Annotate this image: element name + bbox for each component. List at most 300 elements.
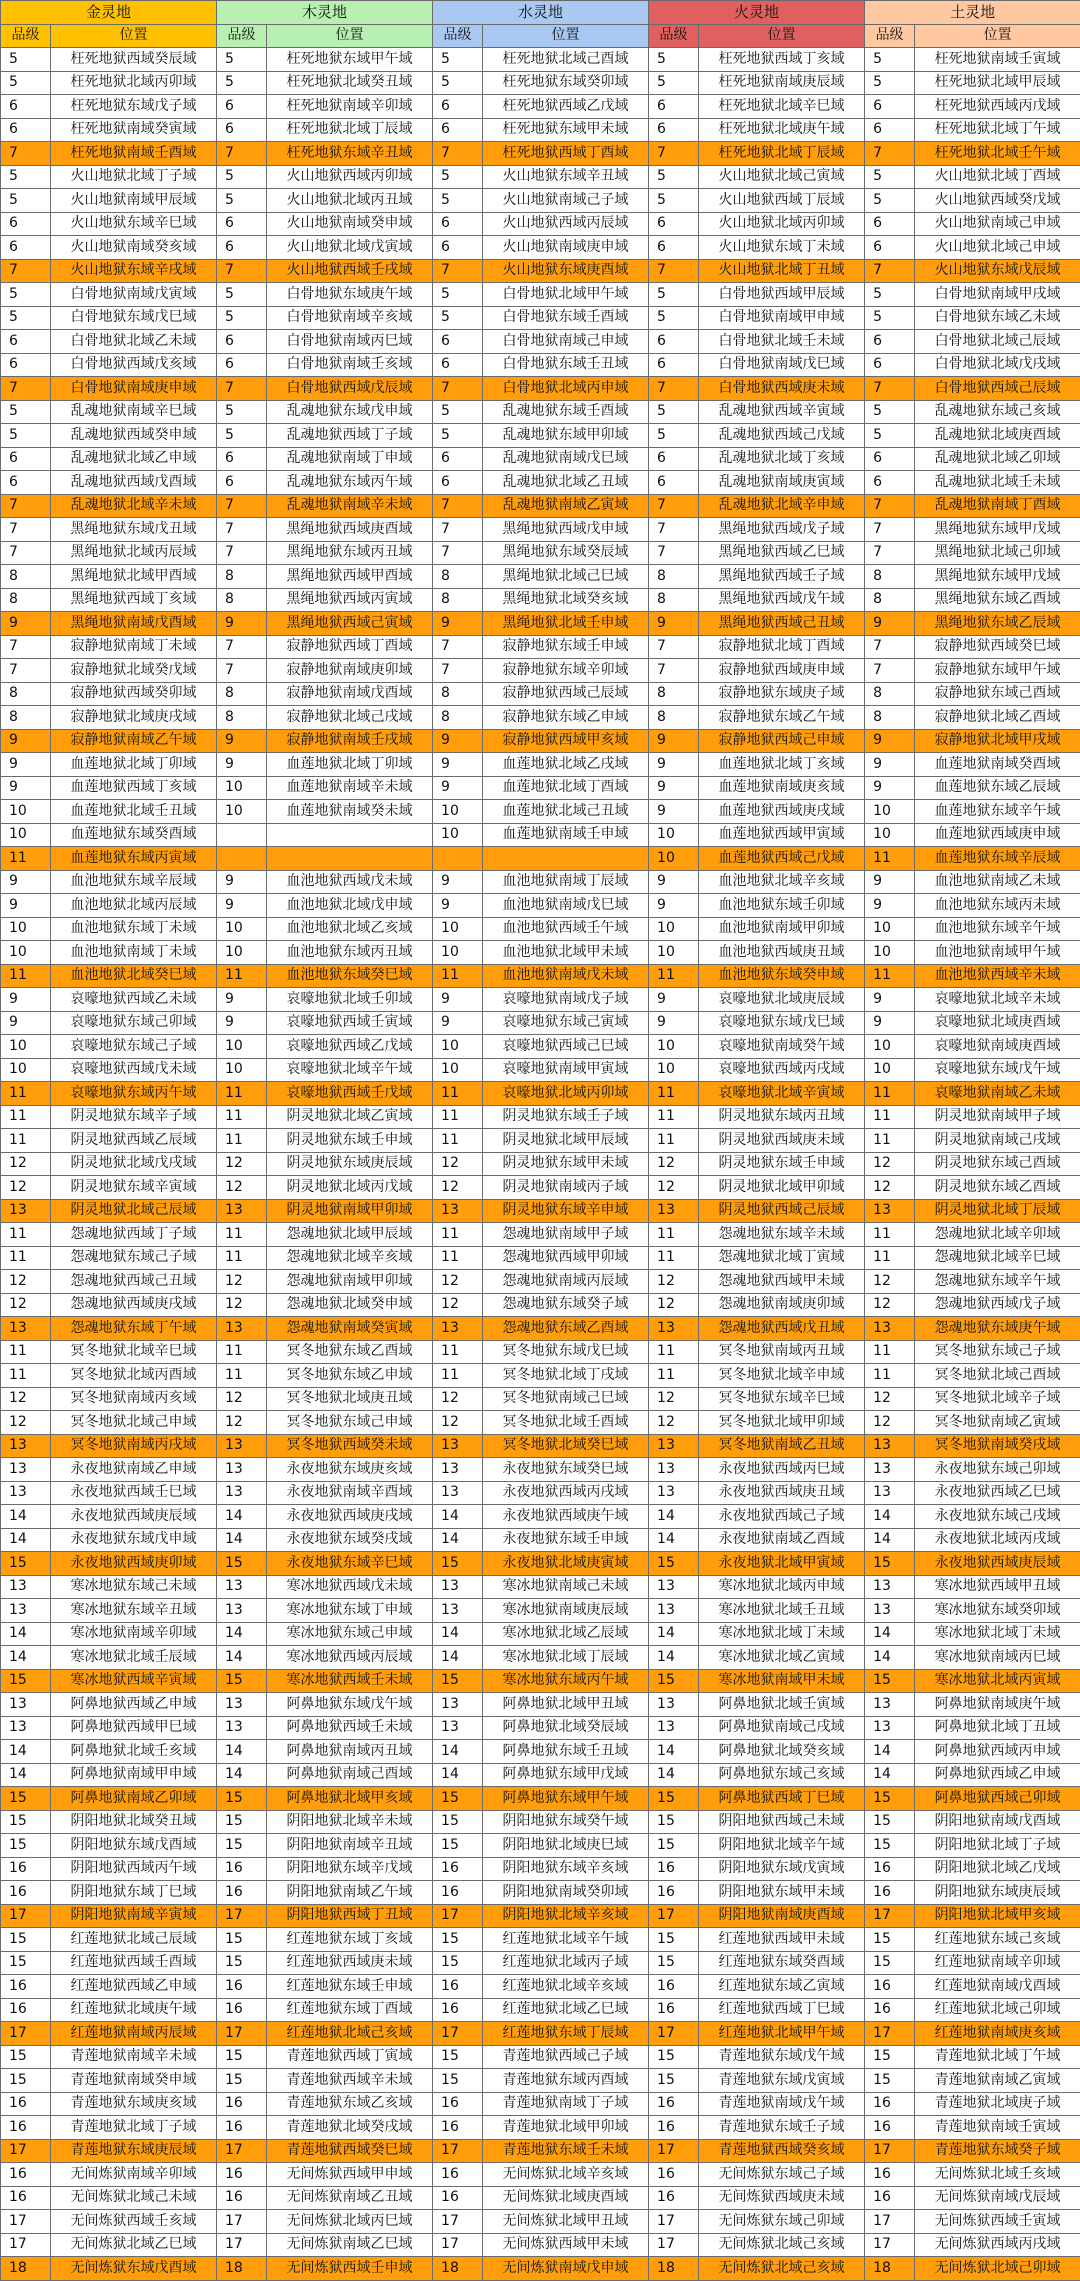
grade-cell: 8 bbox=[649, 565, 699, 589]
grade-cell: 15 bbox=[649, 1928, 699, 1952]
grade-cell: 13 bbox=[1, 1317, 51, 1341]
grade-cell: 5 bbox=[1, 189, 51, 213]
grade-cell: 17 bbox=[649, 2210, 699, 2234]
grade-cell: 11 bbox=[865, 1340, 915, 1364]
position-cell: 阴阳地狱西域丙午域 bbox=[51, 1857, 217, 1881]
grade-cell: 11 bbox=[217, 964, 267, 988]
position-cell: 青莲地狱西域己子域 bbox=[483, 2045, 649, 2069]
grade-cell: 6 bbox=[433, 95, 483, 119]
grade-cell: 12 bbox=[649, 1387, 699, 1411]
table-row bbox=[1, 1998, 1080, 2022]
grade-cell: 7 bbox=[1, 635, 51, 659]
position-cell: 乱魂地狱南域丁酉域 bbox=[915, 494, 1080, 518]
position-cell: 怨魂地狱东域癸子域 bbox=[483, 1293, 649, 1317]
position-cell: 怨魂地狱东域丁午域 bbox=[51, 1317, 217, 1341]
grade-cell: 16 bbox=[1, 1857, 51, 1881]
position-cell: 青莲地狱东域乙亥域 bbox=[267, 2092, 433, 2116]
grade-cell: 7 bbox=[217, 659, 267, 683]
grade-cell: 13 bbox=[217, 1458, 267, 1482]
grade-cell: 10 bbox=[217, 776, 267, 800]
grade-cell: 11 bbox=[1, 1082, 51, 1106]
grade-cell: 7 bbox=[1, 259, 51, 283]
table-row bbox=[1, 518, 1080, 542]
table-row bbox=[1, 283, 1080, 307]
grade-cell: 10 bbox=[433, 800, 483, 824]
grade-cell: 12 bbox=[433, 1270, 483, 1294]
position-cell: 哀嚎地狱西域丙戌域 bbox=[699, 1058, 865, 1082]
grade-cell: 13 bbox=[649, 1458, 699, 1482]
grade-cell: 13 bbox=[217, 1434, 267, 1458]
grade-cell: 7 bbox=[649, 142, 699, 166]
grade-cell: 16 bbox=[217, 2163, 267, 2187]
grade-cell: 15 bbox=[433, 1951, 483, 1975]
grade-cell: 6 bbox=[865, 353, 915, 377]
position-cell: 寂静地狱东域甲午域 bbox=[915, 659, 1080, 683]
table-row bbox=[1, 2163, 1080, 2187]
grade-cell: 15 bbox=[1, 1834, 51, 1858]
grade-cell: 14 bbox=[433, 1763, 483, 1787]
grade-cell: 11 bbox=[1, 1364, 51, 1388]
grade-cell: 15 bbox=[433, 1928, 483, 1952]
table-row bbox=[1, 2069, 1080, 2093]
grade-cell: 12 bbox=[217, 1387, 267, 1411]
grade-cell: 15 bbox=[217, 1951, 267, 1975]
grade-cell: 13 bbox=[1, 1599, 51, 1623]
position-cell: 青莲地狱南域戊午域 bbox=[699, 2092, 865, 2116]
grade-cell: 8 bbox=[1, 682, 51, 706]
grade-cell: 13 bbox=[217, 1716, 267, 1740]
position-cell: 枉死地狱南域癸寅域 bbox=[51, 118, 217, 142]
table-row bbox=[1, 95, 1080, 119]
grade-cell: 17 bbox=[1, 2233, 51, 2257]
grade-cell: 15 bbox=[433, 1834, 483, 1858]
grade-cell: 15 bbox=[433, 1810, 483, 1834]
position-cell: 白骨地狱北域乙未域 bbox=[51, 330, 217, 354]
grade-cell: 12 bbox=[865, 1387, 915, 1411]
position-cell: 黑绳地狱北域己巳域 bbox=[483, 565, 649, 589]
grade-cell: 15 bbox=[865, 1951, 915, 1975]
table-row bbox=[1, 1528, 1080, 1552]
table-row bbox=[1, 447, 1080, 471]
grade-cell: 17 bbox=[433, 1904, 483, 1928]
position-cell: 红莲地狱南域丙辰域 bbox=[51, 2022, 217, 2046]
grade-cell: 11 bbox=[865, 1105, 915, 1129]
position-cell: 哀嚎地狱北域壬卯域 bbox=[267, 988, 433, 1012]
grade-cell: 13 bbox=[433, 1716, 483, 1740]
grade-cell: 6 bbox=[865, 236, 915, 260]
grade-cell: 17 bbox=[217, 2210, 267, 2234]
position-cell: 火山地狱东域庚酉域 bbox=[483, 259, 649, 283]
position-cell: 无间炼狱北域己亥域 bbox=[699, 2257, 865, 2281]
position-cell: 血池地狱北域乙亥域 bbox=[267, 917, 433, 941]
position-cell: 哀嚎地狱东域己子域 bbox=[51, 1035, 217, 1059]
position-cell: 乱魂地狱东域戊申域 bbox=[267, 400, 433, 424]
grade-cell: 14 bbox=[1, 1646, 51, 1670]
grade-cell: 13 bbox=[217, 1317, 267, 1341]
grade-cell: 13 bbox=[865, 1575, 915, 1599]
position-cell: 红莲地狱西域乙申域 bbox=[51, 1975, 217, 1999]
position-cell: 阴灵地狱东域庚辰域 bbox=[267, 1152, 433, 1176]
position-cell: 阿鼻地狱东域戊午域 bbox=[267, 1693, 433, 1717]
grade-cell: 9 bbox=[649, 800, 699, 824]
grade-cell: 10 bbox=[649, 823, 699, 847]
position-cell: 阴阳地狱东域戊寅域 bbox=[699, 1857, 865, 1881]
position-cell: 永夜地狱北域丙戌域 bbox=[915, 1528, 1080, 1552]
grade-cell: 7 bbox=[865, 635, 915, 659]
grade-cell: 13 bbox=[1, 1575, 51, 1599]
grade-cell: 13 bbox=[433, 1458, 483, 1482]
column-header-grade: 品级 bbox=[649, 24, 699, 48]
grade-cell: 15 bbox=[1, 1669, 51, 1693]
table-row bbox=[1, 706, 1080, 730]
position-cell: 怨魂地狱东域庚午域 bbox=[915, 1317, 1080, 1341]
position-cell: 无间炼狱东域己子域 bbox=[699, 2163, 865, 2187]
grade-cell: 15 bbox=[865, 1834, 915, 1858]
position-cell: 哀嚎地狱东域戊巳域 bbox=[699, 1011, 865, 1035]
position-cell: 血池地狱西域辛未域 bbox=[915, 964, 1080, 988]
column-header-grade: 品级 bbox=[865, 24, 915, 48]
grade-cell: 17 bbox=[217, 2233, 267, 2257]
column-header-position: 位置 bbox=[51, 24, 217, 48]
position-cell: 黑绳地狱东域甲戊域 bbox=[915, 565, 1080, 589]
grade-cell: 7 bbox=[649, 259, 699, 283]
grade-cell: 7 bbox=[649, 659, 699, 683]
position-cell: 乱魂地狱北域庚酉域 bbox=[915, 424, 1080, 448]
grade-cell: 8 bbox=[433, 706, 483, 730]
position-cell: 血莲地狱西域己戊域 bbox=[699, 847, 865, 871]
grade-cell: 17 bbox=[217, 1904, 267, 1928]
table-row bbox=[1, 48, 1080, 72]
position-cell: 寒冰地狱南域辛卯域 bbox=[51, 1622, 217, 1646]
table-row bbox=[1, 400, 1080, 424]
grade-cell: 5 bbox=[217, 283, 267, 307]
grade-cell: 9 bbox=[649, 729, 699, 753]
grade-cell: 5 bbox=[865, 424, 915, 448]
grade-cell: 9 bbox=[649, 988, 699, 1012]
grade-cell: 12 bbox=[649, 1176, 699, 1200]
position-cell: 阴灵地狱东域壬申域 bbox=[699, 1152, 865, 1176]
position-cell: 血池地狱南域戊巳域 bbox=[483, 894, 649, 918]
position-cell: 血池地狱东域壬卯域 bbox=[699, 894, 865, 918]
position-cell: 哀嚎地狱北域辛寅域 bbox=[699, 1082, 865, 1106]
position-cell: 阴阳地狱南域辛丑域 bbox=[267, 1834, 433, 1858]
table-row bbox=[1, 1575, 1080, 1599]
position-cell: 枉死地狱北域甲辰域 bbox=[915, 71, 1080, 95]
grade-cell: 17 bbox=[865, 2233, 915, 2257]
position-cell: 怨魂地狱南域甲子域 bbox=[483, 1223, 649, 1247]
position-cell: 白骨地狱南域己申域 bbox=[483, 330, 649, 354]
grade-cell: 13 bbox=[649, 1199, 699, 1223]
column-header-position: 位置 bbox=[699, 24, 865, 48]
grade-cell: 13 bbox=[433, 1575, 483, 1599]
position-cell: 寒冰地狱南域甲未域 bbox=[699, 1669, 865, 1693]
position-cell: 血莲地狱西域庚申域 bbox=[915, 823, 1080, 847]
grade-cell: 16 bbox=[1, 2186, 51, 2210]
grade-cell: 16 bbox=[649, 1998, 699, 2022]
position-cell: 乱魂地狱东域壬酉域 bbox=[483, 400, 649, 424]
position-cell: 永夜地狱西域庚辰域 bbox=[51, 1505, 217, 1529]
position-cell: 枉死地狱东域甲午域 bbox=[267, 48, 433, 72]
grade-cell: 11 bbox=[433, 1129, 483, 1153]
position-cell: 冥冬地狱北域庚丑域 bbox=[267, 1387, 433, 1411]
position-cell: 红莲地狱东域丁酉域 bbox=[267, 1998, 433, 2022]
grade-cell: 11 bbox=[649, 1340, 699, 1364]
grade-cell: 5 bbox=[865, 189, 915, 213]
grade-cell: 10 bbox=[433, 917, 483, 941]
position-cell: 白骨地狱东域戊巳域 bbox=[51, 306, 217, 330]
grade-cell: 13 bbox=[649, 1716, 699, 1740]
position-cell: 黑绳地狱西域丙寅域 bbox=[267, 588, 433, 612]
grade-cell: 6 bbox=[433, 447, 483, 471]
grade-cell: 10 bbox=[217, 1035, 267, 1059]
table-row bbox=[1, 917, 1080, 941]
position-cell: 寂静地狱西域己辰域 bbox=[483, 682, 649, 706]
position-cell: 黑绳地狱西域己寅域 bbox=[267, 612, 433, 636]
position-cell: 寒冰地狱西域壬未域 bbox=[267, 1669, 433, 1693]
position-cell: 寒冰地狱西域甲丑域 bbox=[915, 1575, 1080, 1599]
table-row bbox=[1, 1246, 1080, 1270]
position-cell: 青莲地狱南域丁子域 bbox=[483, 2092, 649, 2116]
position-cell: 青莲地狱东域戊寅域 bbox=[699, 2069, 865, 2093]
grade-cell: 16 bbox=[1, 2116, 51, 2140]
position-cell: 火山地狱南域己子域 bbox=[483, 189, 649, 213]
position-cell: 火山地狱东域辛戌域 bbox=[51, 259, 217, 283]
position-cell: 哀嚎地狱北域辛午域 bbox=[267, 1058, 433, 1082]
grade-cell: 7 bbox=[865, 259, 915, 283]
position-cell: 阿鼻地狱西域乙申域 bbox=[915, 1763, 1080, 1787]
grade-cell: 18 bbox=[865, 2257, 915, 2281]
grade-cell: 10 bbox=[1, 941, 51, 965]
grade-cell: 13 bbox=[433, 1199, 483, 1223]
position-cell: 黑绳地狱西域戊子域 bbox=[699, 518, 865, 542]
grade-cell: 5 bbox=[649, 400, 699, 424]
position-cell: 哀嚎地狱西域己巳域 bbox=[483, 1035, 649, 1059]
position-cell: 枉死地狱北域壬午域 bbox=[915, 142, 1080, 166]
grade-cell: 12 bbox=[649, 1411, 699, 1435]
grade-cell: 8 bbox=[865, 565, 915, 589]
position-cell: 阿鼻地狱东域甲戊域 bbox=[483, 1763, 649, 1787]
position-cell: 永夜地狱东域己卯域 bbox=[915, 1458, 1080, 1482]
position-cell: 永夜地狱西域壬巳域 bbox=[51, 1481, 217, 1505]
grade-cell: 9 bbox=[217, 988, 267, 1012]
position-cell: 枉死地狱北域丁辰域 bbox=[267, 118, 433, 142]
grade-cell: 10 bbox=[433, 1035, 483, 1059]
position-cell: 乱魂地狱北域乙申域 bbox=[51, 447, 217, 471]
grade-cell: 12 bbox=[433, 1411, 483, 1435]
position-cell: 怨魂地狱东域己子域 bbox=[51, 1246, 217, 1270]
grade-cell: 14 bbox=[433, 1505, 483, 1529]
grade-cell: 15 bbox=[1, 1951, 51, 1975]
grade-cell: 14 bbox=[217, 1646, 267, 1670]
grade-cell: 5 bbox=[217, 424, 267, 448]
position-cell: 乱魂地狱南域丁申域 bbox=[267, 447, 433, 471]
position-cell: 永夜地狱西域丙巳域 bbox=[699, 1458, 865, 1482]
table-row-highlighted bbox=[1, 1904, 1080, 1928]
grade-cell: 16 bbox=[649, 2163, 699, 2187]
grade-cell: 7 bbox=[1, 142, 51, 166]
position-cell: 火山地狱北域己申域 bbox=[915, 236, 1080, 260]
grade-cell: 13 bbox=[433, 1317, 483, 1341]
table-body bbox=[1, 48, 1080, 2281]
grade-cell: 12 bbox=[1, 1152, 51, 1176]
position-cell: 火山地狱北域丁酉域 bbox=[915, 165, 1080, 189]
grade-cell: 16 bbox=[865, 2092, 915, 2116]
position-cell: 红莲地狱西域丁巳域 bbox=[699, 1998, 865, 2022]
grade-cell: 5 bbox=[1, 71, 51, 95]
position-cell: 冥冬地狱北域己申域 bbox=[51, 1411, 217, 1435]
position-cell: 青莲地狱东域壬未域 bbox=[483, 2139, 649, 2163]
grade-cell: 14 bbox=[217, 1622, 267, 1646]
grade-cell: 18 bbox=[217, 2257, 267, 2281]
grade-cell: 16 bbox=[649, 2116, 699, 2140]
position-cell: 枉死地狱东域甲未域 bbox=[483, 118, 649, 142]
table-row bbox=[1, 71, 1080, 95]
position-cell: 火山地狱北域丙丑域 bbox=[267, 189, 433, 213]
position-cell: 白骨地狱南域甲戌域 bbox=[915, 283, 1080, 307]
grade-cell: 14 bbox=[217, 1528, 267, 1552]
position-cell: 永夜地狱西域庚辰域 bbox=[915, 1552, 1080, 1576]
grade-cell: 16 bbox=[217, 1975, 267, 1999]
position-cell: 青莲地狱北域甲卯域 bbox=[483, 2116, 649, 2140]
position-cell: 乱魂地狱东域丙午域 bbox=[267, 471, 433, 495]
position-cell: 枉死地狱南域庚辰域 bbox=[699, 71, 865, 95]
grade-cell: 15 bbox=[649, 1834, 699, 1858]
table-row bbox=[1, 1270, 1080, 1294]
grade-cell: 5 bbox=[433, 306, 483, 330]
grade-cell: 5 bbox=[433, 283, 483, 307]
position-cell: 阿鼻地狱北域甲丑域 bbox=[483, 1693, 649, 1717]
position-cell: 寂静地狱西域庚申域 bbox=[699, 659, 865, 683]
table-row bbox=[1, 635, 1080, 659]
position-cell: 黑绳地狱西域甲酉域 bbox=[267, 565, 433, 589]
table-row bbox=[1, 306, 1080, 330]
grade-cell: 9 bbox=[865, 988, 915, 1012]
group-header-metal: 金灵地 bbox=[1, 1, 217, 25]
grade-cell: 15 bbox=[865, 1552, 915, 1576]
position-cell: 无间炼狱东域己卯域 bbox=[699, 2210, 865, 2234]
position-cell: 阴灵地狱西域己辰域 bbox=[699, 1199, 865, 1223]
position-cell: 血莲地狱北域乙戌域 bbox=[483, 753, 649, 777]
table-row bbox=[1, 1481, 1080, 1505]
grade-cell: 6 bbox=[1, 118, 51, 142]
grade-cell: 12 bbox=[433, 1387, 483, 1411]
position-cell: 血池地狱西域壬午域 bbox=[483, 917, 649, 941]
grade-cell: 6 bbox=[865, 330, 915, 354]
position-cell: 青莲地狱南域辛未域 bbox=[51, 2045, 217, 2069]
grade-cell: 10 bbox=[217, 917, 267, 941]
grade-cell: 7 bbox=[217, 518, 267, 542]
grade-cell: 6 bbox=[433, 236, 483, 260]
position-cell: 怨魂地狱北域癸申域 bbox=[267, 1293, 433, 1317]
table-row bbox=[1, 2045, 1080, 2069]
position-cell: 哀嚎地狱西域壬寅域 bbox=[267, 1011, 433, 1035]
grade-cell: 6 bbox=[433, 118, 483, 142]
grade-cell: 15 bbox=[1, 2045, 51, 2069]
grade-cell: 7 bbox=[649, 377, 699, 401]
position-cell: 永夜地狱南域乙酉域 bbox=[699, 1528, 865, 1552]
grade-cell: 15 bbox=[217, 1810, 267, 1834]
position-cell: 白骨地狱南域壬亥域 bbox=[267, 353, 433, 377]
grade-cell: 6 bbox=[649, 471, 699, 495]
table-row-highlighted bbox=[1, 259, 1080, 283]
grade-cell: 16 bbox=[649, 1857, 699, 1881]
position-cell: 怨魂地狱北域丁寅域 bbox=[699, 1246, 865, 1270]
position-cell: 寒冰地狱北域丙申域 bbox=[699, 1575, 865, 1599]
grade-cell: 9 bbox=[649, 753, 699, 777]
position-cell: 火山地狱北域丙卯域 bbox=[699, 212, 865, 236]
grade-cell: 9 bbox=[433, 988, 483, 1012]
position-cell: 血池地狱西域庚丑域 bbox=[699, 941, 865, 965]
grade-cell: 9 bbox=[433, 612, 483, 636]
grade-cell: 8 bbox=[865, 706, 915, 730]
grade-cell: 13 bbox=[1, 1693, 51, 1717]
grade-cell: 6 bbox=[649, 447, 699, 471]
grade-cell: 14 bbox=[865, 1505, 915, 1529]
table-row bbox=[1, 682, 1080, 706]
table-row bbox=[1, 541, 1080, 565]
grade-cell: 15 bbox=[433, 1669, 483, 1693]
table-row bbox=[1, 1411, 1080, 1435]
position-cell: 青莲地狱北域丁午域 bbox=[915, 2045, 1080, 2069]
grade-cell: 17 bbox=[217, 2022, 267, 2046]
grade-cell: 10 bbox=[865, 1035, 915, 1059]
position-cell: 阴阳地狱南域癸卯域 bbox=[483, 1881, 649, 1905]
position-cell: 乱魂地狱东域己亥域 bbox=[915, 400, 1080, 424]
position-cell: 阴灵地狱北域甲辰域 bbox=[483, 1129, 649, 1153]
grade-cell: 15 bbox=[865, 1928, 915, 1952]
grade-cell: 11 bbox=[865, 847, 915, 871]
grade-cell: 16 bbox=[1, 1975, 51, 1999]
position-cell: 血池地狱东域辛辰域 bbox=[51, 870, 217, 894]
grade-cell: 12 bbox=[865, 1411, 915, 1435]
grade-cell: 12 bbox=[649, 1270, 699, 1294]
grade-cell: 11 bbox=[865, 964, 915, 988]
position-cell: 阿鼻地狱北域癸亥域 bbox=[699, 1740, 865, 1764]
grade-cell: 14 bbox=[217, 1740, 267, 1764]
position-cell: 冥冬地狱东域己申域 bbox=[267, 1411, 433, 1435]
grade-cell: 16 bbox=[217, 2092, 267, 2116]
grade-cell: 9 bbox=[1, 870, 51, 894]
grade-cell: 10 bbox=[649, 917, 699, 941]
grade-cell: 11 bbox=[1, 1340, 51, 1364]
grade-cell: 14 bbox=[865, 1528, 915, 1552]
position-cell: 阴阳地狱东域戊酉域 bbox=[51, 1834, 217, 1858]
position-cell: 阿鼻地狱西域壬未域 bbox=[267, 1716, 433, 1740]
grade-cell: 5 bbox=[433, 189, 483, 213]
position-cell: 寒冰地狱北域丙寅域 bbox=[915, 1669, 1080, 1693]
grade-cell: 7 bbox=[217, 377, 267, 401]
grade-cell: 13 bbox=[865, 1716, 915, 1740]
grade-cell: 9 bbox=[433, 894, 483, 918]
grade-cell: 15 bbox=[1, 1928, 51, 1952]
position-cell: 冥冬地狱南域乙寅域 bbox=[915, 1411, 1080, 1435]
position-cell: 黑绳地狱北域甲酉域 bbox=[51, 565, 217, 589]
position-cell: 寂静地狱南域乙午域 bbox=[51, 729, 217, 753]
grade-cell: 8 bbox=[217, 706, 267, 730]
grade-cell: 7 bbox=[433, 494, 483, 518]
grade-cell: 11 bbox=[649, 1105, 699, 1129]
grade-cell: 11 bbox=[433, 1246, 483, 1270]
position-cell: 怨魂地狱北域辛卯域 bbox=[915, 1223, 1080, 1247]
table-row bbox=[1, 2233, 1080, 2257]
position-cell: 枉死地狱北域己酉域 bbox=[483, 48, 649, 72]
position-cell: 怨魂地狱西域甲未域 bbox=[699, 1270, 865, 1294]
grade-cell: 9 bbox=[1, 753, 51, 777]
position-cell: 枉死地狱北域庚午域 bbox=[699, 118, 865, 142]
grade-cell: 16 bbox=[433, 2186, 483, 2210]
grade-cell: 11 bbox=[865, 1082, 915, 1106]
position-cell: 乱魂地狱南域戊巳域 bbox=[483, 447, 649, 471]
